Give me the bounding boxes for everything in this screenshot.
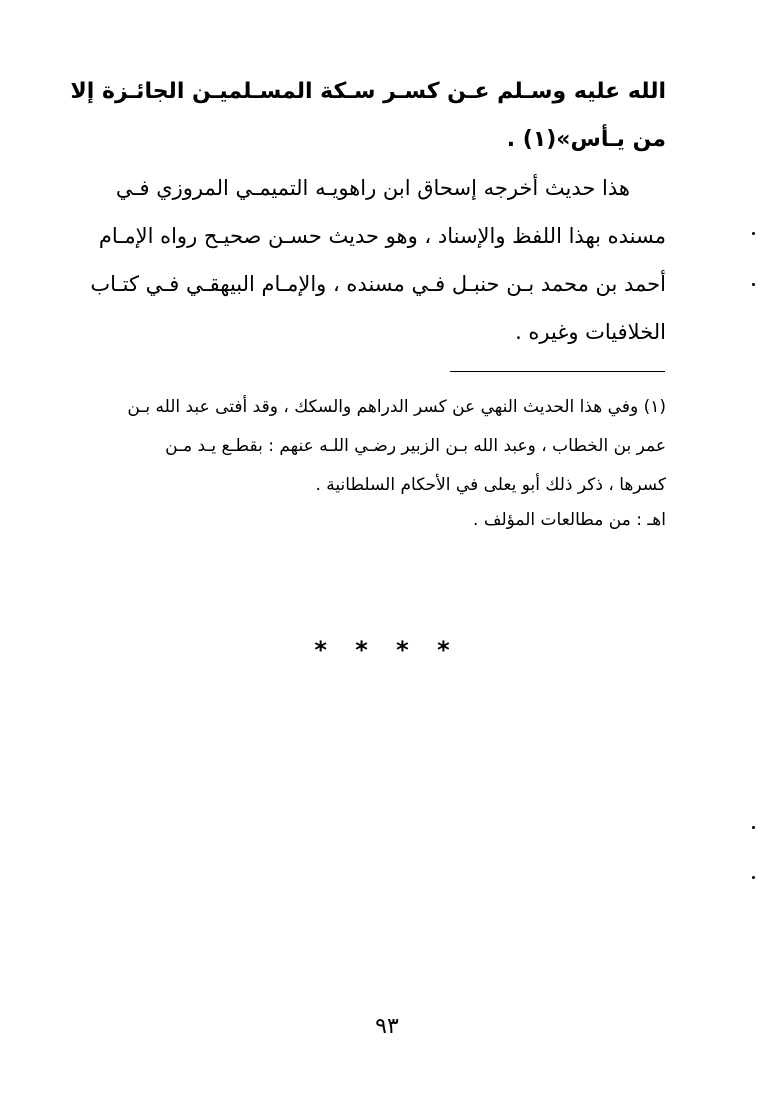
footnote-line-3: كسرها ، ذكر ذلك أبو يعلى في الأحكام السلطانية . — [315, 475, 666, 495]
body-line-4: مسنده بهذا اللفظ والإسناد ، وهو حديث حسـن صحيـح رواه الإمـام — [98, 224, 666, 248]
scan-speck — [752, 826, 755, 829]
footnote-divider — [450, 371, 665, 372]
scan-speck — [752, 876, 755, 879]
scan-speck — [752, 232, 755, 235]
body-line-1: الله عليه وسـلم عـن كسـر سـكة المسـلميـن الجائـزة إلا — [70, 79, 666, 104]
section-separator: * * * * — [314, 636, 460, 664]
body-line-6: الخلافيات وغيره . — [515, 320, 666, 344]
footnote-line-2: عمر بن الخطاب ، وعبد الله بـن الزبير رضـي اللـه عنهم : بقطـع يـد مـن — [165, 436, 666, 456]
scan-speck — [752, 283, 755, 286]
body-line-2: من يـأس»(١) . — [506, 127, 666, 152]
main-body-text — [70, 68, 666, 356]
page-number: ٩٣ — [375, 1014, 399, 1039]
footnotes-block — [96, 388, 666, 535]
body-line-5: أحمد بن محمد بـن حنبـل فـي مسنده ، والإمـام البيهقـي فـي كتـاب — [90, 272, 666, 296]
footnote-line-4: اهـ : من مطالعات المؤلف . — [473, 510, 666, 530]
body-line-3: هذا حديث أخرجه إسحاق ابن راهويـه التميمـي المروزي فـي — [115, 176, 630, 200]
footnote-line-1: (١) وفي هذا الحديث النهي عن كسر الدراهم والسكك ، وقد أفتى عبد الله بـن — [127, 397, 666, 417]
